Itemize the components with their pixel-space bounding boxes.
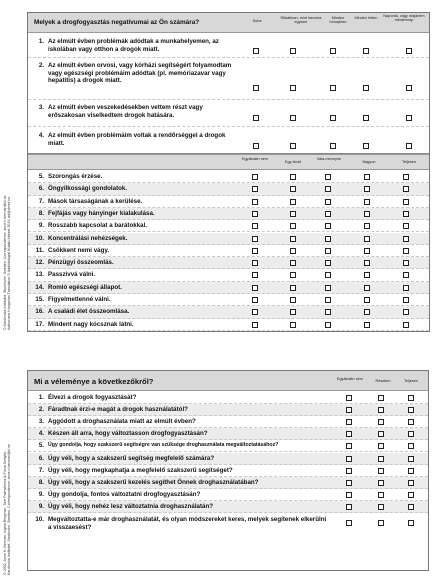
answer-checkbox[interactable]: [330, 143, 336, 149]
sidebar-institute-text: Karolinska Institutet, Stockholm, Sweden, Correspondence: anne.h.berman@ki.se: [7, 444, 12, 575]
table-row: [28, 294, 429, 306]
answer-checkbox[interactable]: [363, 85, 369, 91]
col-header-not-at-all: Egyáltalán nem: [241, 157, 269, 161]
answer-checkbox[interactable]: [253, 85, 259, 91]
answer-checkbox[interactable]: [378, 492, 384, 498]
answer-checkbox[interactable]: [364, 174, 370, 180]
item-text: Megváltoztatta-e már droghasználatát, és olyan módszereket keres, melyek segítenek elkerülni a visszaesést?: [48, 516, 327, 531]
answer-checkbox[interactable]: [252, 297, 258, 303]
item-text: Fáradtnak érzi-e magát a drogok használatától?: [48, 406, 188, 414]
answer-checkbox[interactable]: [406, 115, 412, 121]
item-text: Figyelmetlenné válni.: [48, 296, 111, 303]
item-number: 1.: [38, 38, 44, 45]
answer-checkbox[interactable]: [403, 285, 409, 291]
table-row: [28, 208, 429, 220]
answer-checkbox[interactable]: [325, 309, 331, 315]
answer-checkbox[interactable]: [346, 468, 352, 474]
item-number: 5.: [38, 173, 44, 180]
item-text: Öngyilkossági gondolatok.: [48, 185, 128, 193]
table-row: [28, 416, 428, 428]
item-text: Élvezi a drogok fogyasztását?: [48, 394, 137, 401]
answer-checkbox[interactable]: [346, 456, 352, 462]
answer-checkbox[interactable]: [325, 199, 331, 205]
answer-checkbox[interactable]: [378, 456, 384, 462]
answer-checkbox[interactable]: [364, 248, 370, 254]
table-row: [28, 465, 428, 477]
table-row: [28, 392, 428, 404]
item-text: Az elmúlt évben veszekedésekben vettem részt vagy erőszakosan viselkedtem drogok hatására.: [48, 104, 203, 119]
table-row: [28, 34, 429, 58]
item-number: 12.: [35, 259, 44, 267]
item-number: 15.: [35, 296, 44, 303]
item-text: Fejfájás vagy hányinger kialakulása.: [48, 209, 155, 217]
table-row: [28, 58, 429, 100]
item-text: Pénzügyi összeomlás.: [48, 259, 114, 267]
col-header-daily: Naponta, vagy majdnem mindennap: [383, 14, 425, 23]
table-row: [28, 428, 428, 440]
symptoms-header: [28, 154, 429, 170]
answer-checkbox[interactable]: [364, 199, 370, 205]
answer-checkbox[interactable]: [408, 480, 414, 486]
answer-checkbox[interactable]: [252, 174, 258, 180]
answer-checkbox[interactable]: [330, 115, 336, 121]
col-header-not-at-all-2: Egyáltalán nem: [336, 377, 364, 381]
answer-checkbox[interactable]: [346, 395, 352, 401]
answer-checkbox[interactable]: [290, 260, 296, 266]
answer-checkbox[interactable]: [290, 211, 296, 217]
table-row: [28, 501, 428, 513]
sidebar-authors: [3, 444, 12, 575]
answer-checkbox[interactable]: [252, 322, 258, 328]
col-header-partly: Részben: [375, 379, 391, 383]
answer-checkbox[interactable]: [378, 468, 384, 474]
answer-checkbox[interactable]: [364, 223, 370, 229]
table-row: [28, 220, 429, 232]
answer-checkbox[interactable]: [290, 322, 296, 328]
answer-checkbox[interactable]: [363, 48, 369, 54]
answer-checkbox[interactable]: [408, 504, 414, 510]
item-number: 10.: [35, 516, 44, 523]
answer-checkbox[interactable]: [290, 48, 296, 54]
answer-checkbox[interactable]: [346, 504, 352, 510]
answer-checkbox[interactable]: [378, 407, 384, 413]
item-text: Az elmúlt évben problémáim voltak a rendőrséggel a drogok miatt.: [48, 132, 226, 147]
col-header-somewhat: Vala-mennyire: [316, 157, 342, 161]
item-number: 11.: [35, 246, 44, 254]
table-row: [28, 196, 429, 208]
answer-checkbox[interactable]: [408, 431, 414, 437]
answer-checkbox[interactable]: [364, 236, 370, 242]
col-header-very: Nagyon: [362, 160, 376, 164]
item-text: Romló egészségi állapot.: [48, 283, 122, 291]
answer-checkbox[interactable]: [408, 468, 414, 474]
answer-checkbox[interactable]: [290, 236, 296, 242]
answer-checkbox[interactable]: [378, 443, 384, 449]
item-number: 17.: [35, 320, 44, 328]
item-number: 2.: [38, 406, 44, 414]
answer-checkbox[interactable]: [363, 115, 369, 121]
table-row: [28, 453, 428, 465]
answer-checkbox[interactable]: [325, 211, 331, 217]
answer-checkbox[interactable]: [325, 174, 331, 180]
answer-checkbox[interactable]: [408, 492, 414, 498]
item-number: 14.: [35, 283, 44, 291]
table-row: [28, 282, 429, 294]
answer-checkbox[interactable]: [378, 520, 384, 526]
answer-checkbox[interactable]: [406, 143, 412, 149]
item-number: 9.: [38, 490, 44, 498]
answer-checkbox[interactable]: [325, 322, 331, 328]
col-header-never: Soha: [252, 19, 262, 23]
item-text: Passzívvá válni.: [48, 271, 96, 279]
table-row: [28, 477, 428, 489]
answer-checkbox[interactable]: [325, 186, 331, 192]
answer-checkbox[interactable]: [346, 407, 352, 413]
col-header-a-little: Egy kicsit: [284, 160, 302, 164]
table-row: [28, 257, 429, 269]
opinions-question: Mi a véleménye a következőkről?: [34, 377, 154, 386]
answer-checkbox[interactable]: [364, 322, 370, 328]
answer-checkbox[interactable]: [290, 297, 296, 303]
answer-checkbox[interactable]: [330, 48, 336, 54]
answer-checkbox[interactable]: [252, 285, 258, 291]
answer-checkbox[interactable]: [325, 223, 331, 229]
answer-checkbox[interactable]: [325, 297, 331, 303]
answer-checkbox[interactable]: [403, 309, 409, 315]
item-number: 6.: [38, 185, 44, 193]
item-number: 4.: [38, 430, 44, 438]
answer-checkbox[interactable]: [378, 480, 384, 486]
table-row: [28, 513, 428, 535]
answer-checkbox[interactable]: [346, 520, 352, 526]
sidebar-authors-text: © 2002, Anne H. Berman, Ingela Bergman, Tore Palmstierna & Fiona Schlyter: [3, 451, 7, 575]
item-number: 4.: [38, 132, 44, 139]
answer-checkbox[interactable]: [330, 85, 336, 91]
item-text: Mások társaságának a kerülése.: [48, 197, 143, 205]
answer-checkbox[interactable]: [252, 260, 258, 266]
table-row: [28, 269, 429, 281]
answer-checkbox[interactable]: [408, 520, 414, 526]
answer-checkbox[interactable]: [290, 115, 296, 121]
answer-checkbox[interactable]: [290, 272, 296, 278]
answer-checkbox[interactable]: [364, 272, 370, 278]
answer-checkbox[interactable]: [378, 395, 384, 401]
answer-checkbox[interactable]: [290, 186, 296, 192]
answer-checkbox[interactable]: [403, 272, 409, 278]
item-text: Úgy véli, hogy a szakszerű kezelés segíthet Önnek droghasználatában?: [48, 478, 259, 486]
item-text: Mindent nagy kócsznak látni.: [48, 320, 134, 328]
col-header-less-monthly: Ritkábban, mint havonta egyszer: [280, 16, 322, 25]
item-text: Úgy véli, hogy a szakszerű segítség megfelelő számára?: [48, 454, 215, 462]
item-number: 6.: [38, 454, 44, 462]
answer-checkbox[interactable]: [253, 143, 259, 149]
table-row: [28, 306, 429, 318]
item-number: 9.: [38, 222, 44, 230]
table-row: [28, 404, 428, 416]
answer-checkbox[interactable]: [252, 272, 258, 278]
answer-checkbox[interactable]: [403, 260, 409, 266]
negatives-question: Melyek a drogfogyasztás negatívumai az Ön számára?: [34, 19, 200, 26]
table-row: [28, 127, 429, 153]
item-text: Úgy gondolja, hogy szakszerű segítségre van szüksége droghasználata megváltoztatásához?: [48, 442, 279, 449]
answer-checkbox[interactable]: [290, 199, 296, 205]
answer-checkbox[interactable]: [364, 260, 370, 266]
sidebar-translation-text: Authorized Hungarian Translation © Addiktológiai Kutató Intézet 2011; ad@drnet.hu: [7, 197, 12, 330]
table-row: [28, 183, 429, 195]
answer-checkbox[interactable]: [325, 248, 331, 254]
item-number: 13.: [35, 271, 44, 279]
item-number: 8.: [38, 478, 44, 486]
answer-checkbox[interactable]: [406, 48, 412, 54]
answer-checkbox[interactable]: [403, 248, 409, 254]
answer-checkbox[interactable]: [252, 199, 258, 205]
answer-checkbox[interactable]: [364, 297, 370, 303]
answer-checkbox[interactable]: [408, 407, 414, 413]
item-number: 7.: [38, 197, 44, 205]
item-text: Szorongás érzése.: [48, 173, 103, 180]
answer-checkbox[interactable]: [408, 395, 414, 401]
answer-checkbox[interactable]: [290, 85, 296, 91]
answer-checkbox[interactable]: [252, 211, 258, 217]
col-header-weekly: Minden héten: [354, 16, 378, 20]
item-text: Rosszabb kapcsolat a barátokkal.: [48, 222, 148, 230]
item-number: 8.: [38, 209, 44, 217]
item-number: 5.: [38, 442, 44, 450]
table-row: [28, 440, 428, 452]
answer-checkbox[interactable]: [346, 443, 352, 449]
answer-checkbox[interactable]: [403, 297, 409, 303]
answer-checkbox[interactable]: [346, 431, 352, 437]
answer-checkbox[interactable]: [290, 223, 296, 229]
answer-checkbox[interactable]: [325, 236, 331, 242]
table-row: [28, 233, 429, 245]
answer-checkbox[interactable]: [364, 285, 370, 291]
item-text: Készen áll arra, hogy változtasson drogfogyasztásán?: [48, 430, 208, 438]
answer-checkbox[interactable]: [325, 272, 331, 278]
answer-checkbox[interactable]: [403, 199, 409, 205]
item-text: Az elmúlt évben problémák adódtak a munkahelyemen, az iskolában vagy otthon a drogok miatt.: [48, 38, 219, 53]
answer-checkbox[interactable]: [346, 480, 352, 486]
answer-checkbox[interactable]: [363, 143, 369, 149]
item-text: Úgy véli, hogy megkaphatja a megfelelő szakszerű segítséget?: [48, 466, 233, 474]
answer-checkbox[interactable]: [408, 443, 414, 449]
item-text: Úgy véli, hogy nehéz lesz változtatnia droghasználatán?: [48, 502, 214, 510]
item-text: Aggódott a droghasználata miatt az elmúlt évben?: [48, 418, 196, 426]
answer-checkbox[interactable]: [378, 419, 384, 425]
opinions-header: [28, 371, 428, 391]
item-number: 10.: [35, 234, 44, 242]
answer-checkbox[interactable]: [252, 248, 258, 254]
table-row: [28, 489, 428, 501]
item-text: A családi élet összeomlása.: [48, 308, 130, 316]
item-number: 2.: [38, 62, 44, 69]
answer-checkbox[interactable]: [403, 211, 409, 217]
answer-checkbox[interactable]: [290, 174, 296, 180]
answer-checkbox[interactable]: [325, 285, 331, 291]
item-number: 16.: [35, 308, 44, 316]
answer-checkbox[interactable]: [364, 309, 370, 315]
answer-checkbox[interactable]: [290, 248, 296, 254]
item-text: Az elmúlt évben orvosi, vagy kórházi segítségért folyamodtam vagy egészségi problémáim adódtak (pl. memóriazavar vagy hepatitis) a drogok miatt.: [48, 62, 232, 85]
answer-checkbox[interactable]: [408, 419, 414, 425]
opinions-form: [27, 370, 429, 571]
answer-checkbox[interactable]: [346, 419, 352, 425]
answer-checkbox[interactable]: [406, 85, 412, 91]
table-row: [28, 245, 429, 257]
answer-checkbox[interactable]: [408, 456, 414, 462]
answer-checkbox[interactable]: [378, 504, 384, 510]
col-header-fully: Teljesen: [404, 379, 418, 383]
sidebar-copyright: [3, 195, 12, 330]
answer-checkbox[interactable]: [252, 186, 258, 192]
col-header-completely: Teljesen: [402, 160, 416, 164]
table-row: [28, 171, 429, 183]
item-text: Úgy gondolja, fontos változtatni drogfogyasztásán?: [48, 490, 201, 498]
answer-checkbox[interactable]: [252, 309, 258, 315]
col-header-monthly: Minden hónapban: [329, 16, 347, 25]
answer-checkbox[interactable]: [364, 186, 370, 192]
negatives-header: [28, 13, 429, 33]
answer-checkbox[interactable]: [290, 143, 296, 149]
answer-checkbox[interactable]: [290, 309, 296, 315]
answer-checkbox[interactable]: [403, 174, 409, 180]
answer-checkbox[interactable]: [364, 211, 370, 217]
answer-checkbox[interactable]: [253, 48, 259, 54]
answer-checkbox[interactable]: [290, 285, 296, 291]
negatives-form: [27, 12, 430, 332]
table-row: [28, 319, 429, 331]
answer-checkbox[interactable]: [252, 223, 258, 229]
item-text: Koncentrálási nehézségek.: [48, 234, 128, 242]
sidebar-copyright-text: © Karolinska Institutet, Stockholm, Sweden: Correspondence: anne.h.berman@ki.se: [3, 195, 7, 330]
answer-checkbox[interactable]: [325, 260, 331, 266]
item-number: 3.: [38, 418, 44, 426]
item-number: 7.: [38, 466, 44, 474]
answer-checkbox[interactable]: [403, 223, 409, 229]
answer-checkbox[interactable]: [403, 236, 409, 242]
item-text: Csökkent nemi vágy.: [48, 246, 110, 254]
answer-checkbox[interactable]: [403, 322, 409, 328]
answer-checkbox[interactable]: [346, 492, 352, 498]
item-number: 3.: [38, 104, 44, 111]
item-number: 9.: [38, 502, 44, 510]
answer-checkbox[interactable]: [252, 236, 258, 242]
answer-checkbox[interactable]: [253, 115, 259, 121]
item-number: 1.: [38, 394, 44, 401]
table-row: [28, 100, 429, 127]
answer-checkbox[interactable]: [378, 431, 384, 437]
answer-checkbox[interactable]: [403, 186, 409, 192]
